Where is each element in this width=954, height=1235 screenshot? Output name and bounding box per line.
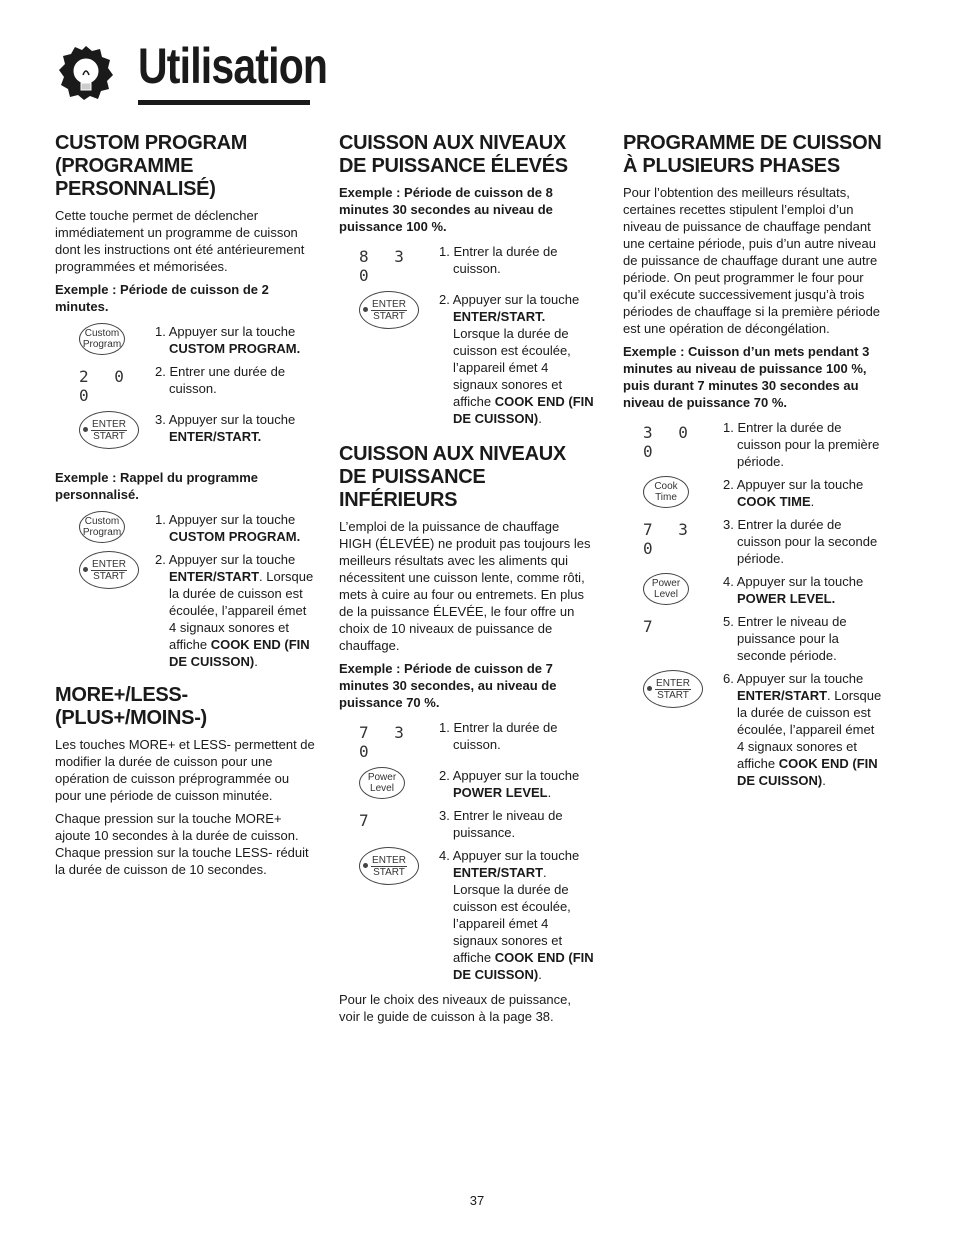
low-power-intro: L’emploi de la puissance de chauffage HIGH (ÉLEVÉE) ne produit pas toujours les meilleurs résultats avec les aliments qui nécessitent une cuisson lente, comme rôti, mets à cuire au four ou entremets. En plus de la puissance ÉLEVÉE, le four offre un choix de 10 niveaux de puissance de chauffage. <box>339 519 591 653</box>
custom-example-2-title: Exemple : Rappel du programme personnalisé. <box>55 470 258 502</box>
page-title: Utilisation <box>138 38 328 94</box>
digits-display: 8 3 0 <box>359 247 412 285</box>
custom-program-heading: CUSTOM PROGRAM (PROGRAMME PERSONNALISÉ) <box>55 132 248 200</box>
low-power-steps <box>339 719 595 983</box>
enter-start-key-icon: ENTER START <box>79 551 139 589</box>
cook-time-key-icon: Cook Time <box>643 476 689 508</box>
step-text: 2. Entrer une durée de cuisson. <box>155 364 286 396</box>
step <box>55 411 317 449</box>
step <box>623 476 885 510</box>
multi-phase-heading: PROGRAMME DE CUISSON À PLUSIEURS PHASES <box>623 132 882 177</box>
more-less-p1: Les touches MORE+ et LESS- permettent de modifier la durée de cuisson pour une opération de cuisson préprogrammée ou pour une période de cuisson minutée. <box>55 737 315 803</box>
step <box>623 419 885 470</box>
custom-program-key-icon: Custom Program <box>79 511 125 543</box>
step-text: 2. Appuyer sur la touche COOK TIME. <box>723 477 864 509</box>
low-power-heading: CUISSON AUX NIVEAUX DE PUISSANCE INFÉRIEURS <box>339 443 566 511</box>
step-text: 3. Entrer le niveau de puissance. <box>439 808 563 840</box>
step <box>339 807 595 841</box>
more-less-p2: Chaque pression sur la touche MORE+ ajoute 10 secondes à la durée de cuisson. Chaque pression sur la touche LESS- réduit la durée de cuisson de 10 secondes. <box>55 811 309 877</box>
step-text: 1. Entrer la durée de cuisson pour la première période. <box>723 420 880 469</box>
digits-display: 7 <box>359 811 377 830</box>
step <box>339 767 595 801</box>
custom-example-1-title: Exemple : Période de cuisson de 2 minutes. <box>55 282 269 314</box>
step-text: 1. Appuyer sur la touche CUSTOM PROGRAM. <box>155 324 301 356</box>
power-level-key-icon: Power Level <box>643 573 689 605</box>
power-level-guide-note: Pour le choix des niveaux de puissance, voir le guide de cuisson à la page 38. <box>339 992 571 1024</box>
enter-start-key-icon: ENTER START <box>643 670 703 708</box>
high-power-heading: CUISSON AUX NIVEAUX DE PUISSANCE ÉLEVÉS <box>339 132 568 177</box>
step <box>339 291 595 427</box>
step-text: 3. Appuyer sur la touche ENTER/START. <box>155 412 296 444</box>
high-power-steps <box>339 243 595 427</box>
digits-display: 3 0 0 <box>643 423 696 461</box>
step <box>623 670 885 789</box>
step-text: 1. Entrer la durée de cuisson. <box>439 720 558 752</box>
step <box>339 847 595 983</box>
step <box>55 363 317 405</box>
step <box>55 511 317 545</box>
multi-phase-intro: Pour l’obtention des meilleurs résultats, certaines recettes stipulent l’emploi d’un niveau de puissance de chauffage pendant une certaine période, puis d’un autre niveau de puissance de chauffage durant une autre période. On peut programmer le four pour qu’il exécute successivement jusqu’à trois périodes de chauffage si la première période est une opération de décongélation. <box>623 185 881 336</box>
multi-phase-example-title: Exemple : Cuisson d’un mets pendant 3 minutes au niveau de puissance 100 %, puis durant 7 minutes 30 secondes au niveau de puissance 70 %. <box>623 344 870 410</box>
column-3 <box>623 132 885 797</box>
step-text: 5. Entrer le niveau de puissance pour la seconde période. <box>723 614 847 663</box>
step-text: 1. Appuyer sur la touche CUSTOM PROGRAM. <box>155 512 301 544</box>
step-text: 4. Appuyer sur la touche ENTER/START. Lorsque la durée de cuisson est écoulée, l’appareil émet 4 signaux sonores et affiche COOK END (FIN DE CUISSON). <box>439 848 594 982</box>
digits-display: 2 0 0 <box>79 367 132 405</box>
step-text: 2. Appuyer sur la touche ENTER/START. Lorsque la durée de cuisson est écoulée, l’appareil émet 4 signaux sonores et affiche COOK END (FIN DE CUISSON). <box>155 552 314 669</box>
custom-program-key-icon: Custom Program <box>79 323 125 355</box>
lightbulb-tip-icon <box>58 45 114 101</box>
step-text: 2. Appuyer sur la touche ENTER/START. Lorsque la durée de cuisson est écoulée, l’appareil émet 4 signaux sonores et affiche COOK END (FIN DE CUISSON). <box>439 292 594 426</box>
step-text: 3. Entrer la durée de cuisson pour la seconde période. <box>723 517 878 566</box>
step <box>623 613 885 664</box>
step <box>339 243 595 285</box>
digits-display: 7 <box>643 617 661 636</box>
step-text: 4. Appuyer sur la touche POWER LEVEL. <box>723 574 864 606</box>
page-number: 37 <box>469 1193 485 1208</box>
more-less-heading: MORE+/LESS- (PLUS+/MOINS-) <box>55 684 207 729</box>
custom-example-1-steps <box>55 323 317 449</box>
step <box>55 551 317 670</box>
enter-start-key-icon: ENTER START <box>359 291 419 329</box>
digits-display: 7 3 0 <box>359 723 412 761</box>
custom-program-intro: Cette touche permet de déclencher immédiatement un programme de cuisson dont les instructions ont été antérieurement programmées et mémorisées. <box>55 208 305 274</box>
column-1 <box>55 132 317 884</box>
step <box>55 323 317 357</box>
step <box>339 719 595 761</box>
custom-example-2-steps <box>55 511 317 670</box>
power-level-key-icon: Power Level <box>359 767 405 799</box>
step <box>623 516 885 567</box>
step-text: 2. Appuyer sur la touche POWER LEVEL. <box>439 768 580 800</box>
title-rule <box>138 100 310 105</box>
low-power-example-title: Exemple : Période de cuisson de 7 minutes 30 secondes, au niveau de puissance 70 %. <box>339 661 557 710</box>
digits-display: 7 3 0 <box>643 520 696 558</box>
column-2 <box>339 132 595 1031</box>
step-text: 6. Appuyer sur la touche ENTER/START. Lorsque la durée de cuisson est écoulée, l’appareil émet 4 signaux sonores et affiche COOK END (FIN DE CUISSON). <box>723 671 882 788</box>
step <box>623 573 885 607</box>
enter-start-key-icon: ENTER START <box>359 847 419 885</box>
multi-phase-steps <box>623 419 885 789</box>
high-power-example-title: Exemple : Période de cuisson de 8 minutes 30 secondes au niveau de puissance 100 %. <box>339 185 553 234</box>
enter-start-key-icon: ENTER START <box>79 411 139 449</box>
step-text: 1. Entrer la durée de cuisson. <box>439 244 558 276</box>
